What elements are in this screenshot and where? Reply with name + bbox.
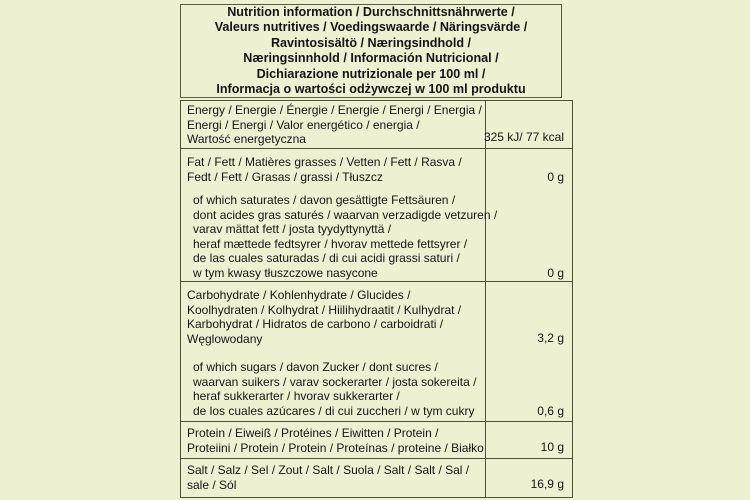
table-row-fat: [181, 149, 572, 282]
table-row-energy: [181, 101, 572, 149]
header-line: Næringsinnhold / Información Nutricional /: [243, 51, 499, 66]
saturates-value: 0 g: [547, 266, 564, 280]
carbohydrate-label: Carbohydrate / Kohlenhydrate / Glucides / Koolhydraten / Kolhydrat / Hiilihydraatit / Kulhydrat / Karbohydrat / Hidratos de carbono / carboidrati / Węglowodany: [187, 288, 462, 346]
header-line: Nutrition information / Durchschnittsnährwerte /: [227, 5, 515, 19]
saturates-label: of which saturates / davon gesättigte Fettsäuren / dont acides gras saturés / waarvan verzadigde vetzuren / varav mättat fett / josta tyydyttynyttä / heraf mættede fedtsyrer / hvorav mettede fettsyrer / de las cuales saturadas / di cui acidi grassi saturi / w tym kwasy tłuszczowe nasycone: [193, 193, 498, 280]
energy-label: Energy / Energie / Énergie / Energie / Energi / Energia / Energi / Energi / Valor energético / energia / Wartość energetyczna: [187, 103, 482, 147]
fat-value: 0 g: [547, 170, 564, 184]
fat-label: Fat / Fett / Matières grasses / Vetten / Fett / Rasva / Fedt / Fett / Grasas / grassi / Tłuszcz: [187, 155, 462, 184]
sugars-label: of which sugars / davon Zucker / dont sucres / waarvan suikers / varav sockerarter / josta sokereita / heraf sukkerarter / hvorav sukkerarter / de los cuales azúcares / di cui zuccheri / w tym cukry: [193, 360, 477, 418]
salt-value: 16,9 g: [530, 477, 564, 491]
table-row-carbohydrate: [181, 282, 572, 422]
header-line: Valeurs nutritives / Voedingswaarde / Näringsvärde /: [214, 20, 528, 35]
table-row-protein: [181, 422, 572, 459]
sugars-value: 0,6 g: [537, 404, 564, 418]
salt-label: Salt / Salz / Sel / Zout / Salt / Suola / Salt / Salt / Sal / sale / Sól: [187, 463, 470, 492]
energy-value: 325 kJ/ 77 kcal: [483, 130, 564, 144]
protein-value: 10 g: [540, 440, 564, 454]
nutrition-header: [180, 4, 562, 98]
nutrition-table: [180, 100, 573, 498]
header-line: Informacja o wartości odżywczej w 100 ml produktu: [216, 82, 526, 97]
table-row-salt: [181, 459, 572, 497]
protein-label: Protein / Eiweiß / Protéines / Eiwitten / Protein / Proteiini / Protein / Protein / Proteínas / proteine / Białko: [187, 426, 484, 455]
header-line: Dichiarazione nutrizionale per 100 ml /: [256, 66, 486, 81]
header-line: Ravintosisältö / Næringsindhold /: [270, 35, 472, 50]
carbohydrate-value: 3,2 g: [537, 331, 564, 345]
